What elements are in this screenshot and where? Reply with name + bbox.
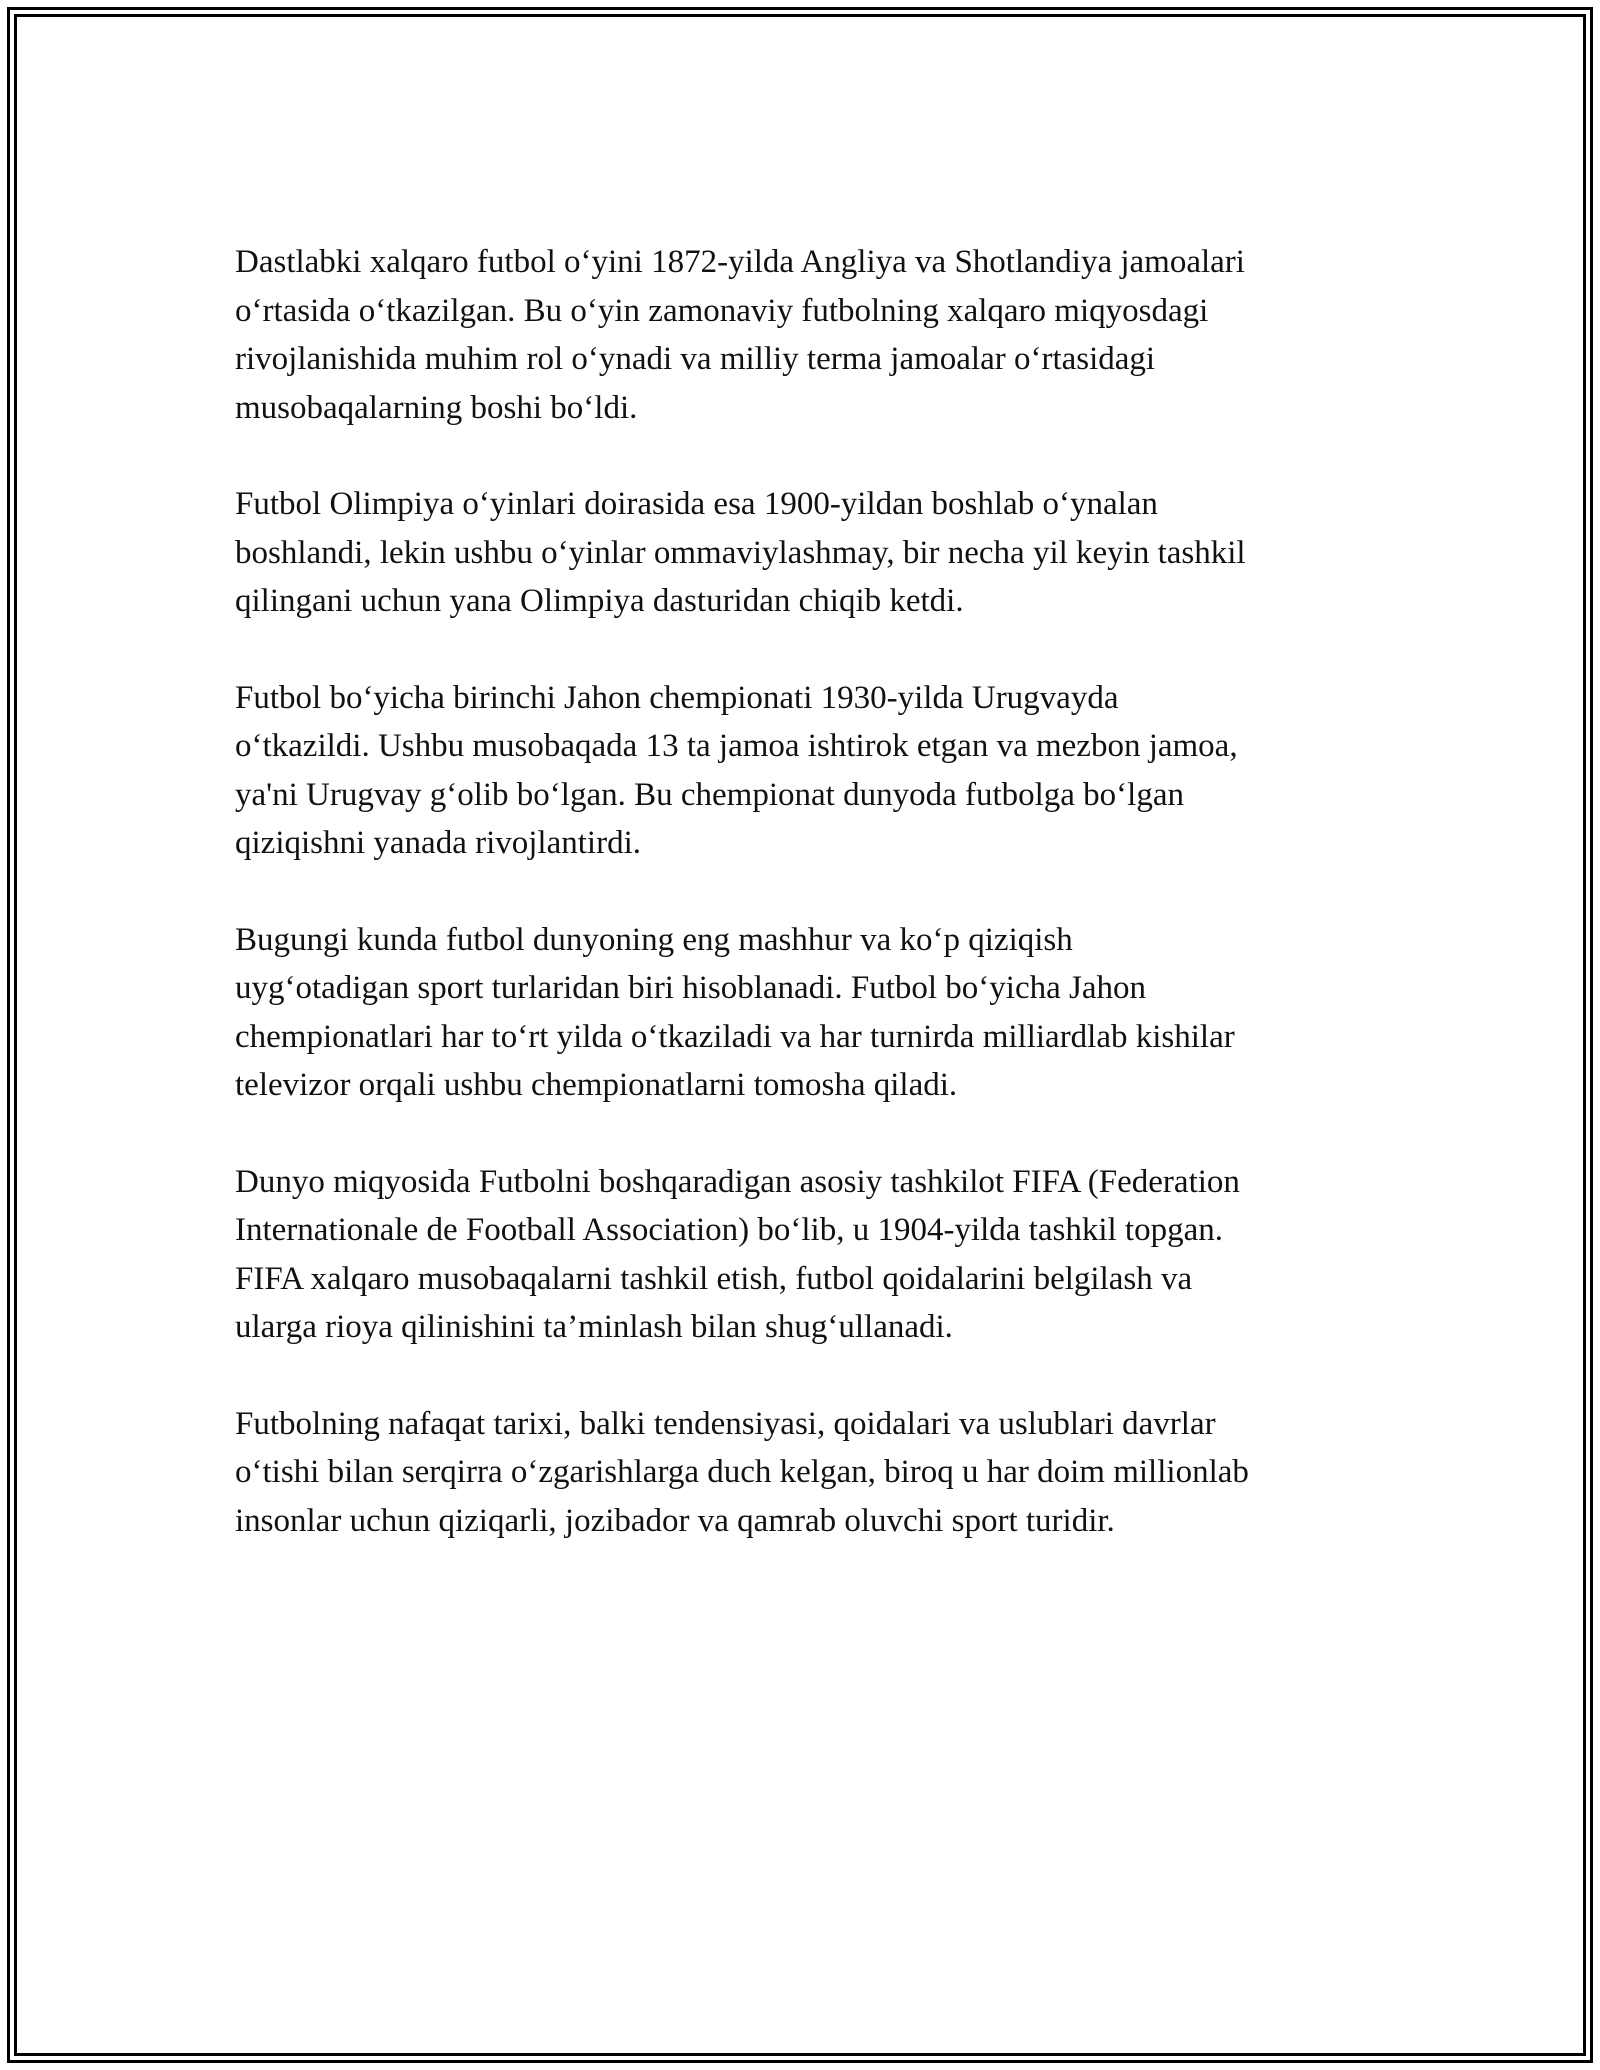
- paragraph-fifa: Dunyo miqyosida Futbolni boshqaradigan asosiy tashkilot FIFA (Federation Internationale de Football Association) bo‘lib, u 1904-yilda tashkil topgan. FIFA xalqaro musobaqalarni tashkil etish, futbol qoidalarini belgilash va ularga rioya qilinishini ta’minlash bilan shug‘ullanadi.: [235, 1163, 1240, 1345]
- document-body: [235, 238, 1385, 1593]
- paragraph-football-today: Bugungi kunda futbol dunyoning eng mashhur va ko‘p qiziqish uyg‘otadigan sport turlaridan biri hisoblanadi. Futbol bo‘yicha Jahon chempionatlari har to‘rt yilda o‘tkaziladi va har turnirda milliardlab kishilar televizor orqali ushbu chempionatlarni tomosha qiladi.: [235, 921, 1235, 1103]
- paragraph-first-world-cup: Futbol bo‘yicha birinchi Jahon chempionati 1930-yilda Urugvayda o‘tkazildi. Ushbu musobaqada 13 ta jamoa ishtirok etgan va mezbon jamoa, ya'ni Urugvay g‘olib bo‘lgan. Bu chempionat dunyoda futbolga bo‘lgan qiziqishni yanada rivojlantirdi.: [235, 679, 1238, 861]
- paragraph-olympic-games: Futbol Olimpiya o‘yinlari doirasida esa 1900-yildan boshlab o‘ynalan boshlandi, lekin ushbu o‘yinlar ommaviylashmay, bir necha yil keyin tashkil qilingani uchun yana Olimpiya dasturidan chiqib ketdi.: [235, 486, 1246, 619]
- paragraph-first-international-match: Dastlabki xalqaro futbol o‘yini 1872-yilda Angliya va Shotlandiya jamoalari o‘rtasida o‘tkazilgan. Bu o‘yin zamonaviy futbolning xalqaro miqyosdagi rivojlanishida muhim rol o‘ynadi va milliy terma jamoalar o‘rtasidagi musobaqalarning boshi bo‘ldi.: [235, 244, 1245, 426]
- paragraph-conclusion: Futbolning nafaqat tarixi, balki tendensiyasi, qoidalari va uslublari davrlar o‘tishi bilan serqirra o‘zgarishlarga duch kelgan, biroq u har doim millionlab insonlar uchun qiziqarli, jozibador va qamrab oluvchi sport turidir.: [235, 1405, 1249, 1539]
